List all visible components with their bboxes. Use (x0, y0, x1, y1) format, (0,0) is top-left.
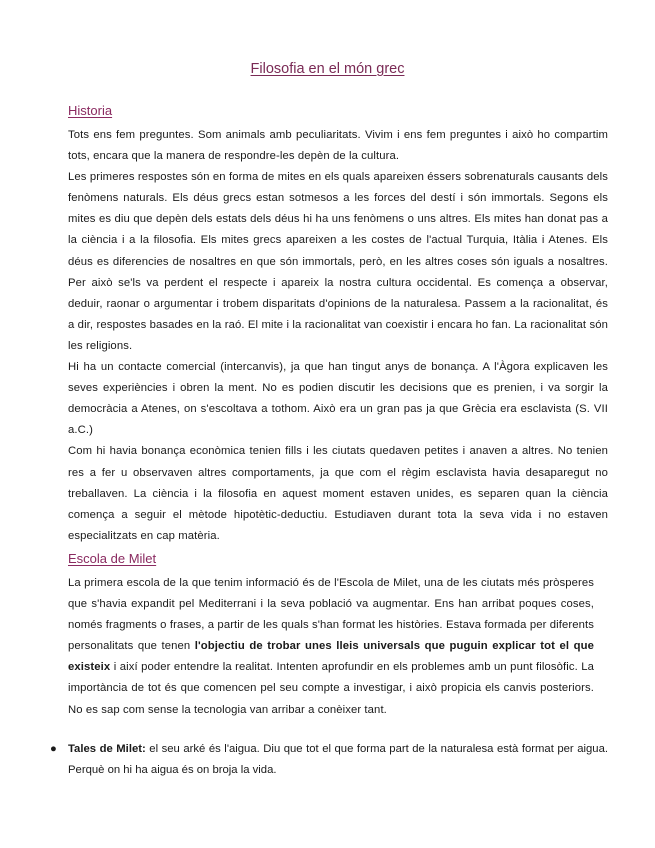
bullet-text (68, 739, 608, 781)
section-heading-milet: Escola de Milet (68, 551, 157, 566)
paragraph (68, 573, 594, 721)
paragraph: Com hi havia bonança econòmica tenien fills i les ciutats quedaven petites i anaven a altres. No tenien res a fer u observaven altres comportaments, ja que com el règim esclavista havia desaparegut no treballaven. La ciència i la filosofia en aquest moment estaven unides, es separen quan la ciència comença a seguir el mètode hipotètic-deductiu. Estudiaven durant tota la seva vida i no estaven especialitzats en cap matèria. (68, 445, 608, 542)
bullet-description: el seu arké és l'aigua. Diu que tot el que forma part de la naturalesa està format per aigua. Perquè on hi ha aigua és on broja la vida. (68, 743, 608, 777)
bullet-icon: ● (50, 743, 57, 755)
bullet-term: Tales de Milet: (68, 743, 146, 755)
document-title: Filosofia en el món grec (250, 61, 405, 77)
bold-phrase: l'objectiu de trobar unes lleis universals que puguin explicar tot el que existeix (68, 640, 594, 674)
paragraph-text: i així poder entendre la realitat. Intenten aprofundir en els problemes amb un punt filosòfic. La importància de tot és que comencen pel seu compte a investigar, i això propicia els canvis posteriors. No es sap com sense la tecnologia van arribar a conèixer tant. (68, 661, 594, 716)
section-heading-historia: Historia (68, 103, 113, 118)
historia-body (68, 125, 608, 547)
paragraph: Hi ha un contacte comercial (intercanvis), ja que han tingut anys de bonança. A l'Àgora explicaven les seves experiències i obren la ment. No es podien discutir les decisions que es prenien, i va sorgir la democràcia a Atenes, on s'escoltava a tothom. Això era un gran pas ja que Grècia era esclavista (S. VII a.C.) (68, 361, 608, 437)
paragraph: Tots ens fem preguntes. Som animals amb peculiaritats. Vivim i ens fem preguntes i això ho compartim tots, encara que la manera de respondre-les depèn de la cultura. (68, 129, 608, 163)
paragraph: Les primeres respostes són en forma de mites en els quals apareixen éssers sobrenaturals causants dels fenòmens naturals. Els déus grecs estan sotmesos a les forces del destí i són immortals. Segons els mites es diu que depèn dels estats dels déus hi ha uns fenòmens o uns altres. Els mites han donat pas a la ciència i a la filosofia. Els mites grecs apareixen a les costes de l'actual Turquia, Itàlia i Atenes. Els déus es diferencies de nosaltres en que són immortals, però, en les altres coses són iguals a nosaltres. Per això se'ls va perdent el respecte i apareix la nostra cultura occidental. Es comença a observar, deduir, raonar o argumentar i trobem disparitats d'opinions de la naturalesa. Passem a la racionalitat, és a dir, respostes basades en la raó. El mite i la racionalitat van coexistir i encara ho fan. La racionalitat són les religions. (68, 171, 608, 352)
paragraph-text: La primera escola de la que tenim informació és de l'Escola de Milet, una de les ciutats més pròsperes que s'havia expandit pel Mediterrani i la seva població va augmentar. Ens han arribat poques coses, només fragments o frases, a partir de les quals s'han format les històries. Estava formada per diferents personalitats que tenen (68, 577, 594, 653)
milet-body (68, 573, 594, 721)
